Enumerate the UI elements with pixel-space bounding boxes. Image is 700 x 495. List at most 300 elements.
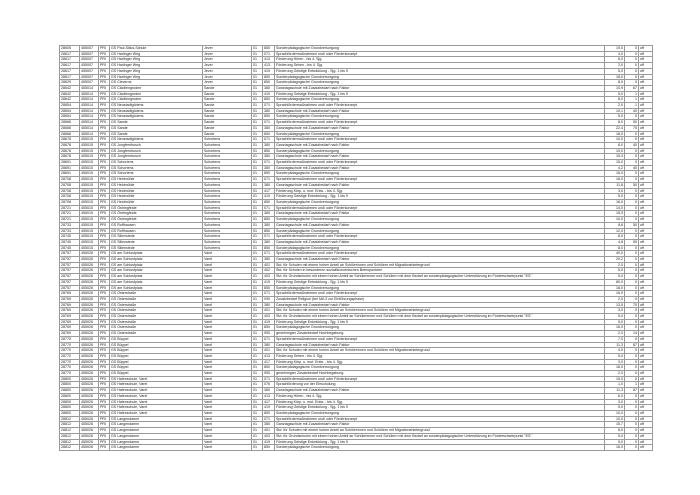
code-b-cell: 850 [263, 171, 275, 177]
code-a-cell: 01 [252, 108, 263, 114]
description-cell: Sonderpädagogische Grundversorgung [275, 131, 605, 137]
percent-cell: 0 [625, 199, 639, 205]
code-a-cell: 01 [252, 274, 263, 280]
flag-cell: off [639, 359, 653, 365]
town-cell: Varel [203, 262, 252, 268]
flag-cell: off [639, 245, 653, 251]
hours-cell: 12,0 [605, 228, 625, 234]
school-name-cell: GS Östringfelde [110, 205, 203, 211]
school-id-cell: 28654 [60, 103, 80, 109]
hours-cell: 10,9 [605, 85, 625, 91]
school-id-cell: 28666 [60, 131, 80, 137]
flag-cell: off [639, 268, 653, 274]
school-name-cell: GS Neustadtgödens [110, 114, 203, 120]
description-cell: Ganztagsschule mit Zusatzbedarf nach Faktor [275, 388, 605, 394]
percent-cell: 0 [625, 439, 639, 445]
description-cell: Förderung Körp. u. mot. Entw. - bis 4. Sjg. [275, 188, 605, 194]
district-id-cell: 455015 [80, 199, 99, 205]
flag-cell: off [639, 80, 653, 86]
code-b-cell: 380 [263, 108, 275, 114]
description-cell: Förderung Hören - bis 4. Sjg. [275, 393, 605, 399]
flag-cell: off [639, 336, 653, 342]
description-cell: Sonderpädagogische Grundversorgung [275, 445, 605, 451]
description-cell: Std. für Schulen mit einem hohen Anteil an Schülerinnen und Schülern mit Migrationshintergrund [275, 428, 605, 434]
district-id-cell: 455026 [80, 342, 99, 348]
town-cell: Varel [203, 336, 252, 342]
school-id-cell: 28721 [60, 217, 80, 223]
school-name-cell: GS Sande [110, 125, 203, 131]
district-id-cell: 455014 [80, 114, 99, 120]
flag-cell: off [639, 296, 653, 302]
school-id-cell: 28769 [60, 291, 80, 297]
hours-cell: 1,0 [605, 382, 625, 388]
flag-cell: off [639, 234, 653, 240]
code-b-cell: 071 [263, 376, 275, 382]
type-cell: PRI [99, 342, 110, 348]
code-a-cell: 01 [252, 245, 263, 251]
school-name-cell: GS Hafenschule, Varel [110, 399, 203, 405]
type-cell: PRI [99, 114, 110, 120]
flag-cell: off [639, 382, 653, 388]
description-cell: genehmigter Zusatzbedarf Hochbegabung [275, 331, 605, 337]
town-cell: Sande [203, 125, 252, 131]
flag-cell: off [639, 262, 653, 268]
type-cell: PRI [99, 217, 110, 223]
town-cell: Varel [203, 268, 252, 274]
description-cell: Sprachfördermaßnahmen und/ oder Förderkonzept [275, 251, 605, 257]
percent-cell: 0 [625, 279, 639, 285]
type-cell: PRI [99, 285, 110, 291]
percent-cell: 70 [625, 302, 639, 308]
code-b-cell: 850 [263, 228, 275, 234]
school-id-cell: 28800 [60, 382, 80, 388]
school-name-cell: GS Sande [110, 120, 203, 126]
school-name-cell: GS Sande [110, 131, 203, 137]
hours-cell: 15,0 [605, 376, 625, 382]
description-cell: Sonderpädagogische Grundversorgung [275, 74, 605, 80]
school-name-cell: GS Büppel [110, 353, 203, 359]
description-cell: Ganztagsschule mit Zusatzbedarf nach Faktor [275, 222, 605, 228]
hours-cell: 3,0 [605, 308, 625, 314]
percent-cell: 0 [625, 148, 639, 154]
school-id-cell: 28733 [60, 222, 80, 228]
district-id-cell: 455026 [80, 319, 99, 325]
type-cell: PRI [99, 205, 110, 211]
hours-cell: 16,0 [605, 291, 625, 297]
flag-cell: off [639, 331, 653, 337]
code-b-cell: 380 [263, 257, 275, 263]
town-cell: Schortens [203, 188, 252, 194]
code-a-cell: 01 [252, 285, 263, 291]
code-a-cell: 01 [252, 137, 263, 143]
code-b-cell: 850 [263, 80, 275, 86]
code-a-cell: 01 [252, 342, 263, 348]
percent-cell: 40 [625, 142, 639, 148]
school-id-cell: 28800 [60, 405, 80, 411]
hours-cell: 5,0 [605, 353, 625, 359]
district-id-cell: 455014 [80, 97, 99, 103]
code-a-cell: 01 [252, 371, 263, 377]
town-cell: Varel [203, 348, 252, 354]
district-id-cell: 455007 [80, 68, 99, 74]
town-cell: Schortens [203, 165, 252, 171]
town-cell: Schortens [203, 182, 252, 188]
flag-cell: off [639, 57, 653, 63]
district-id-cell: 455026 [80, 348, 99, 354]
type-cell: PRI [99, 182, 110, 188]
code-a-cell: 01 [252, 182, 263, 188]
code-b-cell: 850 [263, 46, 275, 52]
percent-cell: 0 [625, 68, 639, 74]
school-id-cell: 28800 [60, 399, 80, 405]
code-b-cell: 413 [263, 63, 275, 69]
data-table [59, 45, 653, 451]
district-id-cell: 455026 [80, 296, 99, 302]
district-id-cell: 455015 [80, 142, 99, 148]
hours-cell: 5,0 [605, 439, 625, 445]
district-id-cell: 455014 [80, 103, 99, 109]
town-cell: Varel [203, 405, 252, 411]
flag-cell: off [639, 393, 653, 399]
district-id-cell: 455007 [80, 74, 99, 80]
school-id-cell: 28721 [60, 211, 80, 217]
school-id-cell: 28745 [60, 239, 80, 245]
code-b-cell: 850 [263, 97, 275, 103]
flag-cell: off [639, 416, 653, 422]
school-name-cell: GS Heidmühle [110, 182, 203, 188]
school-name-cell: GS Hafenschule, Varel [110, 376, 203, 382]
school-name-cell: GS Büppel [110, 336, 203, 342]
school-name-cell: GS Osterstraße [110, 296, 203, 302]
district-id-cell: 455015 [80, 188, 99, 194]
code-b-cell: 413 [263, 353, 275, 359]
code-a-cell: 01 [252, 439, 263, 445]
town-cell: Varel [203, 319, 252, 325]
school-id-cell: 28708 [60, 177, 80, 183]
flag-cell: off [639, 205, 653, 211]
code-a-cell: 01 [252, 279, 263, 285]
description-cell: Std. für Schulen in besonderen sozialökonomischen Brennpunkten [275, 268, 605, 274]
town-cell: Jever [203, 80, 252, 86]
description-cell: Sonderpädagogische Grundversorgung [275, 114, 605, 120]
school-name-cell: GS Schortens [110, 165, 203, 171]
school-name-cell: GS Heidmühle [110, 177, 203, 183]
flag-cell: off [639, 188, 653, 194]
type-cell: PRI [99, 388, 110, 394]
hours-cell: 10,0 [605, 217, 625, 223]
table-row [60, 445, 653, 451]
code-b-cell: 419 [263, 279, 275, 285]
hours-cell: 5,0 [605, 68, 625, 74]
percent-cell: 0 [625, 262, 639, 268]
district-id-cell: 455015 [80, 205, 99, 211]
type-cell: PRI [99, 308, 110, 314]
code-b-cell: 413 [263, 393, 275, 399]
flag-cell: off [639, 51, 653, 57]
type-cell: PRI [99, 103, 110, 109]
school-id-cell: 28733 [60, 228, 80, 234]
school-id-cell: 28708 [60, 194, 80, 200]
district-id-cell: 455015 [80, 194, 99, 200]
school-id-cell: 28812 [60, 416, 80, 422]
town-cell: Schortens [203, 199, 252, 205]
code-a-cell: 01 [252, 336, 263, 342]
hours-cell: 15,3 [605, 154, 625, 160]
code-b-cell: 950 [263, 331, 275, 337]
hours-cell: 20,2 [605, 257, 625, 263]
school-name-cell: GS Langendamm [110, 428, 203, 434]
hours-cell: 10,0 [605, 416, 625, 422]
flag-cell: off [639, 199, 653, 205]
flag-cell: off [639, 125, 653, 131]
school-id-cell: 28745 [60, 245, 80, 251]
school-name-cell: GS Östringfelde [110, 211, 203, 217]
type-cell: PRI [99, 63, 110, 69]
hours-cell: 8,0 [605, 120, 625, 126]
town-cell: Jever [203, 74, 252, 80]
percent-cell: 67 [625, 85, 639, 91]
code-a-cell: 01 [252, 46, 263, 52]
code-a-cell: 01 [252, 222, 263, 228]
school-id-cell: 28691 [60, 171, 80, 177]
hours-cell: 8,0 [605, 245, 625, 251]
code-b-cell: 090 [263, 296, 275, 302]
school-name-cell: GS Hafenschule, Varel [110, 411, 203, 417]
flag-cell: off [639, 319, 653, 325]
hours-cell: 2,0 [605, 103, 625, 109]
code-a-cell: 01 [252, 131, 263, 137]
percent-cell: 0 [625, 51, 639, 57]
type-cell: PRI [99, 439, 110, 445]
type-cell: PRI [99, 194, 110, 200]
flag-cell: off [639, 422, 653, 428]
hours-cell: 4,0 [605, 348, 625, 354]
percent-cell: 0 [625, 314, 639, 320]
percent-cell: 14 [625, 331, 639, 337]
flag-cell: off [639, 279, 653, 285]
school-name-cell: GS Schortens [110, 160, 203, 166]
town-cell: Sande [203, 108, 252, 114]
description-cell: Förderung Sehen - bis 4. Sjg. [275, 63, 605, 69]
percent-cell: 1 [625, 103, 639, 109]
school-name-cell: GS Roffhausen [110, 222, 203, 228]
hours-cell: 8,0 [605, 80, 625, 86]
percent-cell: 0 [625, 205, 639, 211]
town-cell: Jever [203, 68, 252, 74]
district-id-cell: 455015 [80, 211, 99, 217]
percent-cell: 0 [625, 296, 639, 302]
description-cell: Sonderpädagogische Grundversorgung [275, 148, 605, 154]
percent-cell: 0 [625, 291, 639, 297]
hours-cell: 6,0 [605, 393, 625, 399]
description-cell: Sonderpädagogische Grundversorgung [275, 80, 605, 86]
description-cell: Sonderpädagogische Grundversorgung [275, 228, 605, 234]
description-cell: Sonderpädagogische Grundversorgung [275, 217, 605, 223]
school-id-cell: 28812 [60, 433, 80, 439]
type-cell: PRI [99, 165, 110, 171]
hours-cell: 4,0 [605, 51, 625, 57]
code-a-cell: 01 [252, 257, 263, 263]
code-a-cell: 01 [252, 68, 263, 74]
hours-cell: 8,0 [605, 234, 625, 240]
hours-cell: 22,4 [605, 125, 625, 131]
flag-cell: off [639, 108, 653, 114]
town-cell: Schortens [203, 211, 252, 217]
type-cell: PRI [99, 416, 110, 422]
school-name-cell: GS Harlinger Weg [110, 51, 203, 57]
school-id-cell: 28617 [60, 57, 80, 63]
town-cell: Jever [203, 46, 252, 52]
flag-cell: off [639, 353, 653, 359]
flag-cell: off [639, 68, 653, 74]
district-id-cell: 455026 [80, 382, 99, 388]
district-id-cell: 455015 [80, 165, 99, 171]
school-id-cell: 28691 [60, 165, 80, 171]
school-name-cell: GS Harlinger Weg [110, 68, 203, 74]
percent-cell: 0 [625, 46, 639, 52]
school-id-cell: 28708 [60, 199, 80, 205]
code-a-cell: 01 [252, 331, 263, 337]
school-id-cell: 28769 [60, 302, 80, 308]
description-cell: Förderung Hören - bis 4. Sjg. [275, 57, 605, 63]
code-a-cell: 01 [252, 251, 263, 257]
type-cell: PRI [99, 399, 110, 405]
percent-cell: 0 [625, 416, 639, 422]
school-name-cell: GS Heidmühle [110, 199, 203, 205]
hours-cell: 2,0 [605, 262, 625, 268]
percent-cell: 0 [625, 171, 639, 177]
type-cell: PRI [99, 291, 110, 297]
school-name-cell: GS am Schlosfplatz [110, 279, 203, 285]
type-cell: PRI [99, 422, 110, 428]
school-id-cell: 28708 [60, 182, 80, 188]
code-b-cell: 380 [263, 239, 275, 245]
school-id-cell: 28800 [60, 388, 80, 394]
percent-cell: 0 [625, 411, 639, 417]
hours-cell: 5,0 [605, 194, 625, 200]
percent-cell: 0 [625, 308, 639, 314]
town-cell: Varel [203, 308, 252, 314]
percent-cell: 0 [625, 257, 639, 263]
type-cell: PRI [99, 445, 110, 451]
flag-cell: off [639, 114, 653, 120]
code-a-cell: 01 [252, 411, 263, 417]
school-id-cell: 28812 [60, 422, 80, 428]
description-cell: Ganztagsschule mit Zusatzbedarf nach Faktor [275, 154, 605, 160]
district-id-cell: 455015 [80, 239, 99, 245]
percent-cell: 0 [625, 445, 639, 451]
code-b-cell: 071 [263, 177, 275, 183]
district-id-cell: 455026 [80, 388, 99, 394]
school-id-cell: 28678 [60, 137, 80, 143]
school-id-cell: 28617 [60, 68, 80, 74]
code-b-cell: 380 [263, 154, 275, 160]
town-cell: Varel [203, 251, 252, 257]
school-id-cell: 28812 [60, 445, 80, 451]
district-id-cell: 455026 [80, 428, 99, 434]
town-cell: Varel [203, 416, 252, 422]
description-cell: Sprachfördermaßnahmen und/ oder Förderkonzept [275, 177, 605, 183]
spreadsheet-sheet [59, 45, 652, 451]
type-cell: PRI [99, 85, 110, 91]
school-id-cell: 28770 [60, 371, 80, 377]
description-cell: Sonderpädagogische Grundversorgung [275, 285, 605, 291]
flag-cell: off [639, 120, 653, 126]
school-name-cell: GS Osterstraße [110, 291, 203, 297]
percent-cell: 0 [625, 131, 639, 137]
district-id-cell: 455026 [80, 262, 99, 268]
code-b-cell: 419 [263, 194, 275, 200]
hours-cell: 8,0 [605, 97, 625, 103]
type-cell: PRI [99, 314, 110, 320]
hours-cell: 4,2 [605, 165, 625, 171]
school-id-cell: 28666 [60, 125, 80, 131]
description-cell: Ganztagsschule mit Zusatzbedarf nach Faktor [275, 211, 605, 217]
code-b-cell: 417 [263, 359, 275, 365]
flag-cell: off [639, 348, 653, 354]
school-id-cell: 28812 [60, 428, 80, 434]
code-b-cell: 850 [263, 131, 275, 137]
description-cell: Sprachfördermaßnahmen und/ oder Förderkonzept [275, 205, 605, 211]
school-name-cell: GS am Schlosfplatz [110, 268, 203, 274]
type-cell: PRI [99, 46, 110, 52]
description-cell: Ganztagsschule mit Zusatzbedarf nach Faktor [275, 257, 605, 263]
school-name-cell: GS Harlinger Weg [110, 57, 203, 63]
code-a-cell: 01 [252, 80, 263, 86]
code-a-cell: 01 [252, 171, 263, 177]
description-cell: Sprachfördermaßnahmen und/ oder Förderkonzept [275, 120, 605, 126]
flag-cell: off [639, 74, 653, 80]
description-cell: Ganztagsschule mit Zusatzbedarf nach Faktor [275, 108, 605, 114]
percent-cell: 0 [625, 274, 639, 280]
description-cell: Sprachförderung vor der Einschulung [275, 382, 605, 388]
hours-cell: 8,0 [605, 428, 625, 434]
code-b-cell: 850 [263, 245, 275, 251]
school-id-cell: 28757 [60, 251, 80, 257]
percent-cell: 50 [625, 222, 639, 228]
code-b-cell: 850 [263, 199, 275, 205]
town-cell: Sande [203, 103, 252, 109]
school-name-cell: GS Neustadtgödens [110, 108, 203, 114]
town-cell: Schortens [203, 137, 252, 143]
code-b-cell: 417 [263, 188, 275, 194]
percent-cell: 0 [625, 376, 639, 382]
hours-cell: 15,3 [605, 211, 625, 217]
school-name-cell: GS Jungfernbusch [110, 142, 203, 148]
hours-cell: 8,0 [605, 142, 625, 148]
district-id-cell: 455026 [80, 411, 99, 417]
description-cell: Förderung Geistige Entwicklung - Sjg. 1 bis 9 [275, 319, 605, 325]
hours-cell: 8,8 [605, 222, 625, 228]
flag-cell: off [639, 165, 653, 171]
code-b-cell: 071 [263, 137, 275, 143]
code-b-cell: 380 [263, 142, 275, 148]
town-cell: Varel [203, 376, 252, 382]
code-b-cell: 950 [263, 371, 275, 377]
percent-cell: 0 [625, 228, 639, 234]
school-name-cell: GS Hafenschule, Varel [110, 393, 203, 399]
percent-cell: 0 [625, 245, 639, 251]
percent-cell: 0 [625, 422, 639, 428]
percent-cell: 0 [625, 428, 639, 434]
code-a-cell: 01 [252, 103, 263, 109]
school-id-cell: 28770 [60, 359, 80, 365]
code-b-cell: 417 [263, 399, 275, 405]
type-cell: PRI [99, 160, 110, 166]
code-a-cell: 01 [252, 433, 263, 439]
town-cell: Schortens [203, 239, 252, 245]
type-cell: PRI [99, 57, 110, 63]
